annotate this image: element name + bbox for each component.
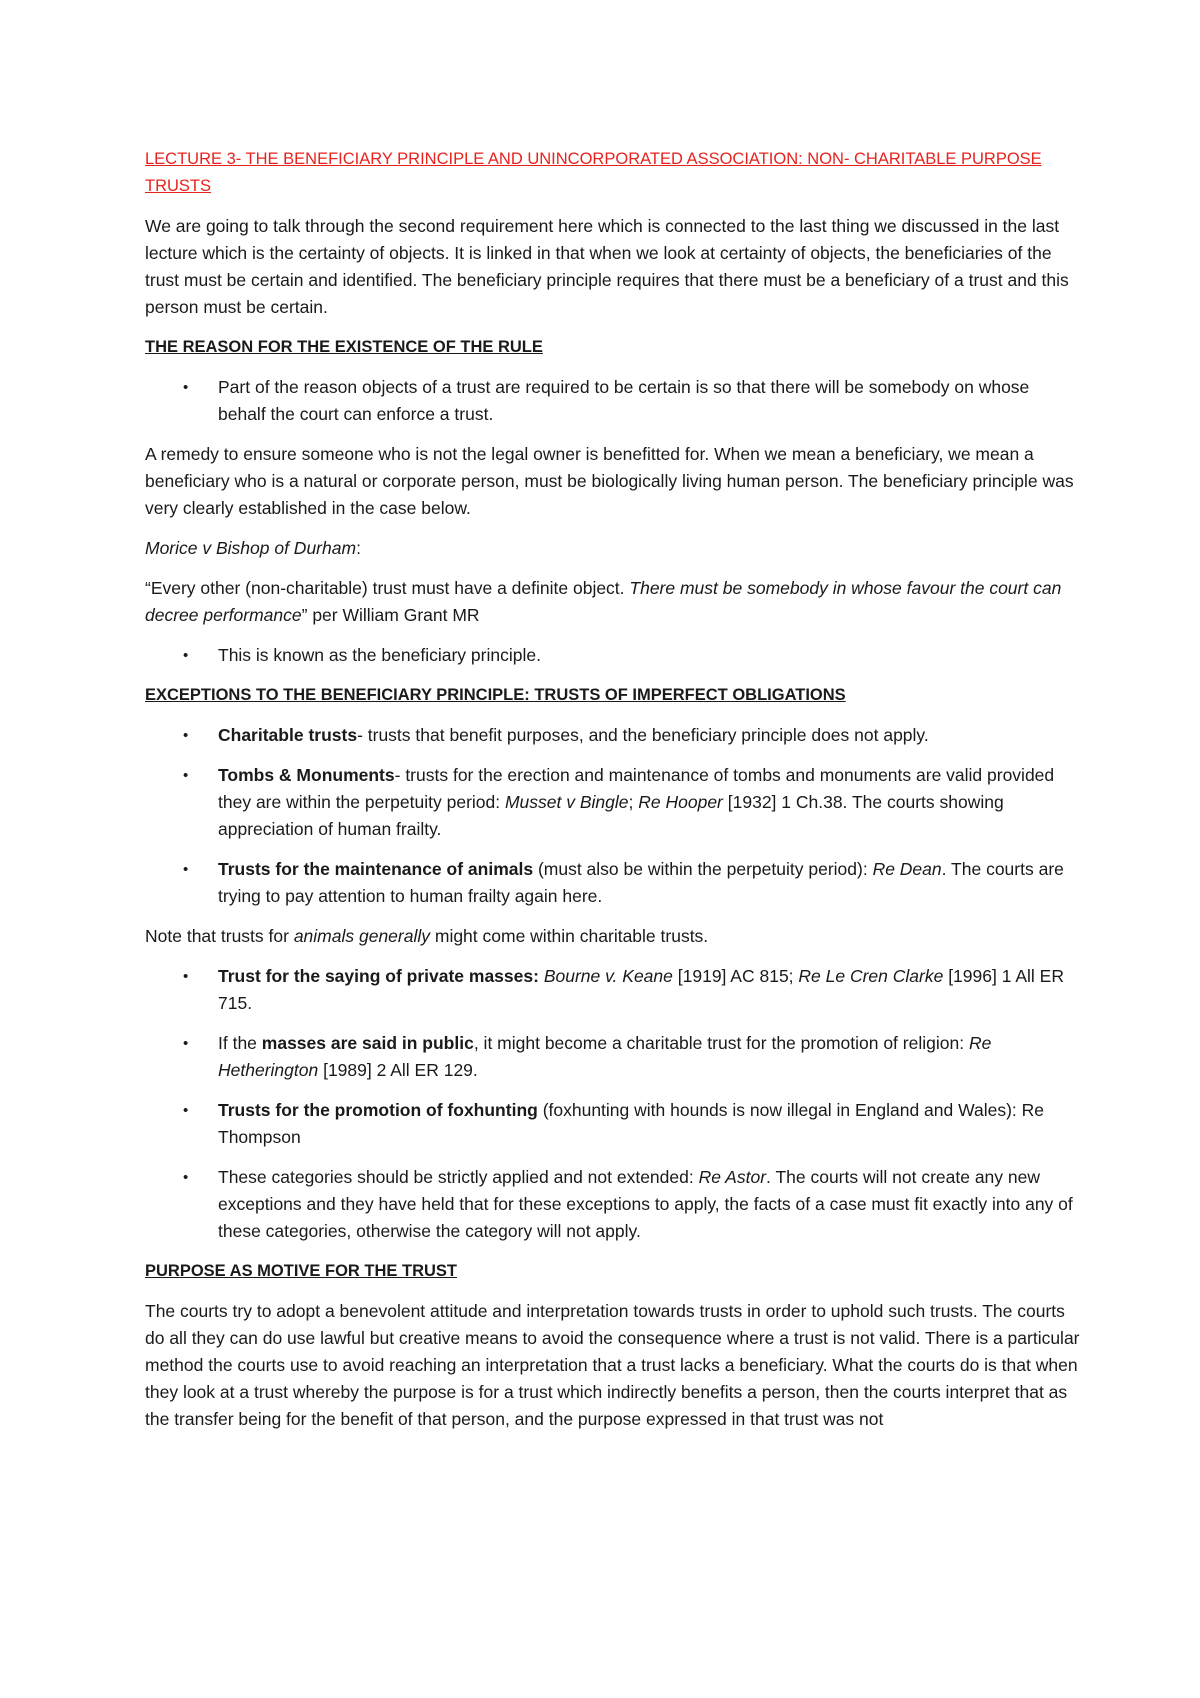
bullet-icon: • bbox=[183, 767, 189, 784]
list-item: • Trusts for the promotion of foxhunting (foxhunting with hounds is now illegal in England and Wales): Re Thompson bbox=[145, 1097, 1080, 1151]
heading-exceptions: EXCEPTIONS TO THE BENEFICIARY PRINCIPLE: TRUSTS OF IMPERFECT OBLIGATIONS bbox=[145, 686, 846, 704]
remedy-paragraph: A remedy to ensure someone who is not the legal owner is benefitted for. When we mean a beneficiary, we mean a beneficiary who is a natural or corporate person, must be biologically living human person. The beneficiary principle was very clearly established in the case below. bbox=[145, 444, 1074, 518]
case-name: Morice v Bishop of Durham bbox=[145, 538, 357, 558]
exceptions-list-2 bbox=[145, 963, 1080, 1245]
bullet-icon: • bbox=[183, 968, 189, 985]
heading-reason: THE REASON FOR THE EXISTENCE OF THE RULE bbox=[145, 338, 543, 356]
bullet-icon: • bbox=[183, 1102, 189, 1119]
quote-paragraph: “Every other (non-charitable) trust must have a definite object. There must be somebody in whose favour the court can decree performance” per William Grant MR bbox=[145, 578, 1062, 625]
bullet-icon: • bbox=[183, 1169, 189, 1186]
bullet-icon: • bbox=[183, 1035, 189, 1052]
list-item: • Trust for the saying of private masses: Bourne v. Keane [1919] AC 815; Re Le Cren Clarke [1996] 1 All ER 715. bbox=[145, 963, 1080, 1017]
bullet-icon: • bbox=[183, 647, 189, 664]
list-item: • Tombs & Monuments- trusts for the erection and maintenance of tombs and monuments are valid provided they are within the perpetuity period: Musset v Bingle; Re Hooper [1932] 1 Ch.38. The courts showing appreciation of human frailty. bbox=[145, 762, 1080, 843]
bullet-icon: • bbox=[183, 727, 189, 744]
intro-paragraph: We are going to talk through the second requirement here which is connected to the last thing we discussed in the last lecture which is the certainty of objects. It is linked in that when we look at certainty of objects, the beneficiaries of the trust must be certain and identified. The beneficiary principle requires that there must be a beneficiary of a trust and this person must be certain. bbox=[145, 216, 1069, 317]
exceptions-list bbox=[145, 722, 1080, 910]
heading-purpose: PURPOSE AS MOTIVE FOR THE TRUST bbox=[145, 1262, 457, 1280]
list-item: • Trusts for the maintenance of animals (must also be within the perpetuity period): Re Dean. The courts are trying to pay attention to human frailty again here. bbox=[145, 856, 1080, 910]
reason-list bbox=[145, 374, 1080, 428]
note-paragraph: Note that trusts for animals generally might come within charitable trusts. bbox=[145, 926, 709, 946]
known-list bbox=[145, 642, 1080, 669]
case-reference: Morice v Bishop of Durham: bbox=[145, 538, 361, 558]
bullet-icon: • bbox=[183, 379, 189, 396]
lecture-title: LECTURE 3- THE BENEFICIARY PRINCIPLE AND UNINCORPORATED ASSOCIATION: NON- CHARITABLE PURPOSE TRUSTS bbox=[145, 150, 1042, 195]
purpose-paragraph: The courts try to adopt a benevolent attitude and interpretation towards trusts in order to uphold such trusts. The courts do all they can do use lawful but creative means to avoid the consequence where a trust is not valid. There is a particular method the courts use to avoid reaching an interpretation that a trust lacks a beneficiary. What the courts do is that when they look at a trust whereby the purpose is for a trust which indirectly benefits a person, then the courts interpret that as the transfer being for the benefit of that person, and the purpose expressed in that trust was not bbox=[145, 1301, 1080, 1429]
list-item: • This is known as the beneficiary principle. bbox=[145, 642, 1080, 669]
list-item: • If the masses are said in public, it might become a charitable trust for the promotion of religion: Re Hetherington [1989] 2 All ER 129. bbox=[145, 1030, 1080, 1084]
list-item: • Part of the reason objects of a trust are required to be certain is so that there will be somebody on whose behalf the court can enforce a trust. bbox=[145, 374, 1080, 428]
list-item: • These categories should be strictly applied and not extended: Re Astor. The courts will not create any new exceptions and they have held that for these exceptions to apply, the facts of a case must fit exactly into any of these categories, otherwise the category will not apply. bbox=[145, 1164, 1080, 1245]
list-item: • Charitable trusts- trusts that benefit purposes, and the beneficiary principle does not apply. bbox=[145, 722, 1080, 749]
bullet-icon: • bbox=[183, 861, 189, 878]
